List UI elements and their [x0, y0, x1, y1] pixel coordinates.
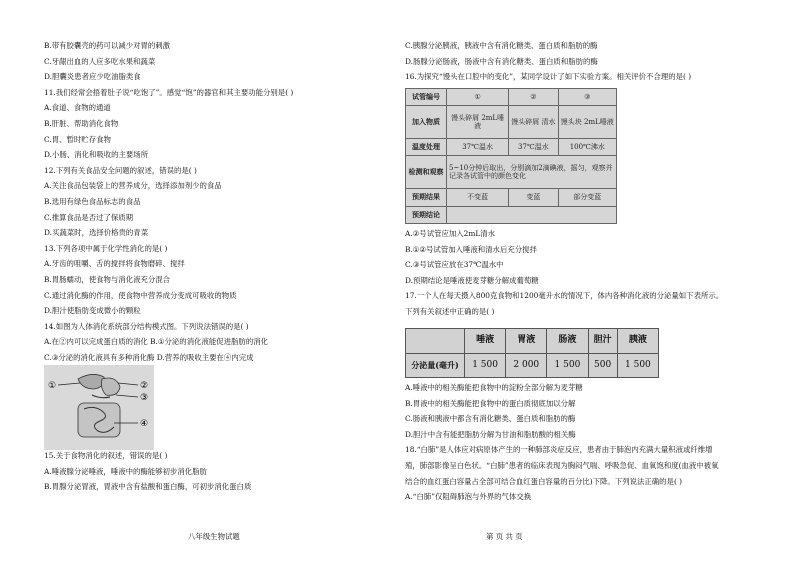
table-cell: 部分变蓝	[558, 189, 616, 206]
table-cell: 100℃沸水	[558, 139, 616, 156]
table-header: 唾液	[465, 329, 506, 354]
table-cell: 馒头碎屑 清水	[509, 106, 558, 139]
text-line: B.胃腺分泌胃液，胃液中含有盐酸和蛋白酶，可初步消化蛋白质	[44, 482, 252, 492]
text-line: C.肠液和胰液中都含有消化糖类、蛋白质和脂肪的酶	[405, 414, 576, 424]
text-line: C.胃、暂时贮存食物	[44, 134, 111, 144]
question-15: 15.关于食物消化的叙述，错误的是( )	[44, 451, 168, 460]
table-cell: 1 500	[547, 353, 588, 378]
table-cell: 预期结论	[406, 206, 447, 223]
table-cell: 37℃温水	[447, 139, 509, 156]
text-line: D.买蔬菜时，选择价格贵的青菜	[44, 228, 149, 238]
text-line: B.胃液中的相关酶能把食物中的蛋白质彻底加以分解	[405, 398, 576, 408]
text-line: C.③分泌的消化液具有多种消化酶 D.营养的吸收主要在④内完成	[44, 352, 254, 362]
text-line: D.胆汁中含有能把脂肪分解为甘油和脂肪酸的相关酶	[405, 429, 576, 439]
text-line: C.牙龈出血的人应多吃水果和蔬菜	[44, 56, 156, 66]
leader-line	[58, 383, 80, 385]
table-header: 胃液	[506, 329, 547, 354]
text-line: D.小肠、消化和吸收的主要场所	[44, 150, 149, 160]
table-row	[406, 156, 617, 189]
table-header: 肠液	[547, 329, 588, 354]
table-cell: 馒头碎屑 2mL唾液	[447, 106, 509, 139]
table-row	[406, 106, 617, 139]
diagram-label-3: ③	[140, 393, 149, 403]
table-cell: 温度处理	[406, 139, 447, 156]
question-11: 11.我们经常会捂着肚子说“吃饱了”。感觉“饱”的器官和其主要功能分别是( )	[44, 87, 294, 97]
table-cell: 不变蓝	[447, 189, 509, 206]
table-cell: ①	[447, 89, 509, 106]
table-header	[406, 329, 465, 354]
text-line: B.肝脏、帮助消化食物	[44, 118, 119, 128]
text-line: A.牙齿的咀嚼、舌的搅拌将食物磨碎、搅拌	[44, 259, 185, 269]
row-label: 分泌量(毫升)	[406, 353, 465, 378]
left-column-bottom	[44, 448, 404, 495]
table-row	[406, 89, 617, 106]
right-column-mid	[405, 226, 767, 320]
question-18: 18.“白肺”是人体应对病原体产生的一种肺部炎症反应，患者由于肺泡内充满大量积液或纤维增	[405, 445, 713, 455]
text-line: 结合的血红蛋白容量占全部可结合血红蛋白容量的百分比)下降。下列说法正确的是( )	[405, 476, 683, 486]
footer-right: 第 页 共 页	[486, 532, 523, 541]
diagram-label-1: ①	[48, 381, 57, 391]
table-row	[406, 206, 617, 223]
text-line: B.胃肠蠕动，使食物与消化液充分混合	[44, 274, 171, 284]
question-17: 17.一个人在每天摄入800克食物和1200毫升水的情况下，体内各种消化液的分泌量如下表所示。	[405, 291, 724, 301]
table-cell: 试管编号	[406, 89, 447, 106]
diagram-label-4: ④	[140, 419, 149, 429]
secretion-table	[405, 328, 659, 378]
stomach-shape	[102, 378, 121, 395]
leader-line	[116, 395, 138, 397]
experiment-table	[405, 88, 617, 224]
question-14: 14.如图为人体消化系统部分结构模式图。下列说法错误的是( )	[44, 321, 249, 331]
text-line: D.胆汁使脂肪变成微小的颗粒	[44, 306, 141, 316]
table-row	[406, 329, 659, 354]
text-line: D.肠腺分泌肠液，肠液中含有消化糖类、蛋白质和脂肪的酶	[405, 56, 598, 66]
question-12: 12.下列有关食品安全问题的叙述，错误的是( )	[44, 165, 197, 175]
right-column-bottom	[405, 380, 767, 505]
text-line: B.①②号试管加入唾液和清水后充分搅拌	[405, 244, 537, 254]
text-line: A.“白肺”仅阻碍肺泡与外界的气体交换	[405, 492, 532, 502]
table-cell: ③	[558, 89, 616, 106]
table-cell: ②	[509, 89, 558, 106]
text-line: 下列有关叙述中正确的是( )	[405, 306, 495, 316]
table-cell: 37℃温水	[509, 139, 558, 156]
leader-line	[118, 383, 138, 385]
text-line: A.关注食品包装袋上的营养成分，选择添加剂少的食品	[44, 181, 222, 191]
text-line: B.选用有绿色食品标志的食品	[44, 196, 141, 206]
table-cell: 检测和观察	[406, 156, 447, 189]
left-column	[44, 38, 404, 365]
table-cell: 2 000	[506, 353, 547, 378]
table-row	[406, 139, 617, 156]
text-line: C.通过消化酶的作用，使食物中营养成分变成可吸收的物质	[44, 290, 237, 300]
table-cell: 变蓝	[509, 189, 558, 206]
question-16: 16.为探究“馒头在口腔中的变化”，某同学设计了如下实验方案。相关评价不合理的是( )	[405, 72, 692, 82]
table-header: 胰液	[617, 329, 658, 354]
right-column	[405, 38, 767, 85]
question-13: 13.下列各项中属于化学性消化的是( )	[44, 243, 168, 253]
text-line: 殖，肺部影像呈白色状。“白肺”患者的临床表现为胸闷气喘、呼吸急促、血氧饱和度(血液中被氧	[405, 460, 719, 470]
liver-shape	[78, 374, 104, 389]
table-cell: 馒头块 2mL唾液	[558, 106, 616, 139]
table-cell: 1 500	[617, 353, 658, 378]
text-line: C.推算食品是否过了保质期	[44, 212, 134, 222]
table-row	[406, 353, 659, 378]
table-cell: 预期结果	[406, 189, 447, 206]
table-cell	[447, 206, 617, 223]
table-header: 胆汁	[588, 329, 617, 354]
text-line: C.胰腺分泌胰液，胰液中含有消化糖类、蛋白质和脂肪的酶	[405, 41, 598, 50]
diagram-label-2: ②	[140, 381, 149, 391]
text-line: D.预期结论是唾液使麦芽糖分解成葡萄糖	[405, 275, 539, 285]
text-line: B.带有胶囊壳的药可以减少对胃的刺激	[44, 41, 171, 50]
text-line: A.唾液中的相关酶能把食物中的淀粉全部分解为麦芽糖	[405, 383, 583, 392]
footer-left: 八年级生物试题	[188, 532, 240, 541]
digestive-system-diagram	[44, 365, 154, 450]
text-line: A.在②内可以完成蛋白质的消化 B.①分泌的消化液能促进脂肪的消化	[44, 337, 268, 347]
table-cell: 5~10分钟后取出，分别滴加2滴碘液，摇匀，观察并记录各试管中的颜色变化	[447, 156, 617, 189]
table-row	[406, 189, 617, 206]
text-line: C.③号试管应放在37℃温水中	[405, 260, 504, 270]
text-line: A.唾液腺分泌唾液，唾液中的酶能够初步消化脂肪	[44, 466, 207, 476]
table-cell: 1 500	[465, 353, 506, 378]
text-line: A.食道、食物的通道	[44, 103, 111, 113]
table-cell: 500	[588, 353, 617, 378]
digestive-diagram-svg	[44, 365, 154, 450]
text-line: D.胆囊炎患者应少吃油脂类食	[44, 72, 141, 82]
text-line: A.②号试管应加入2mL清水	[405, 229, 496, 238]
table-cell: 加入物质	[406, 106, 447, 139]
